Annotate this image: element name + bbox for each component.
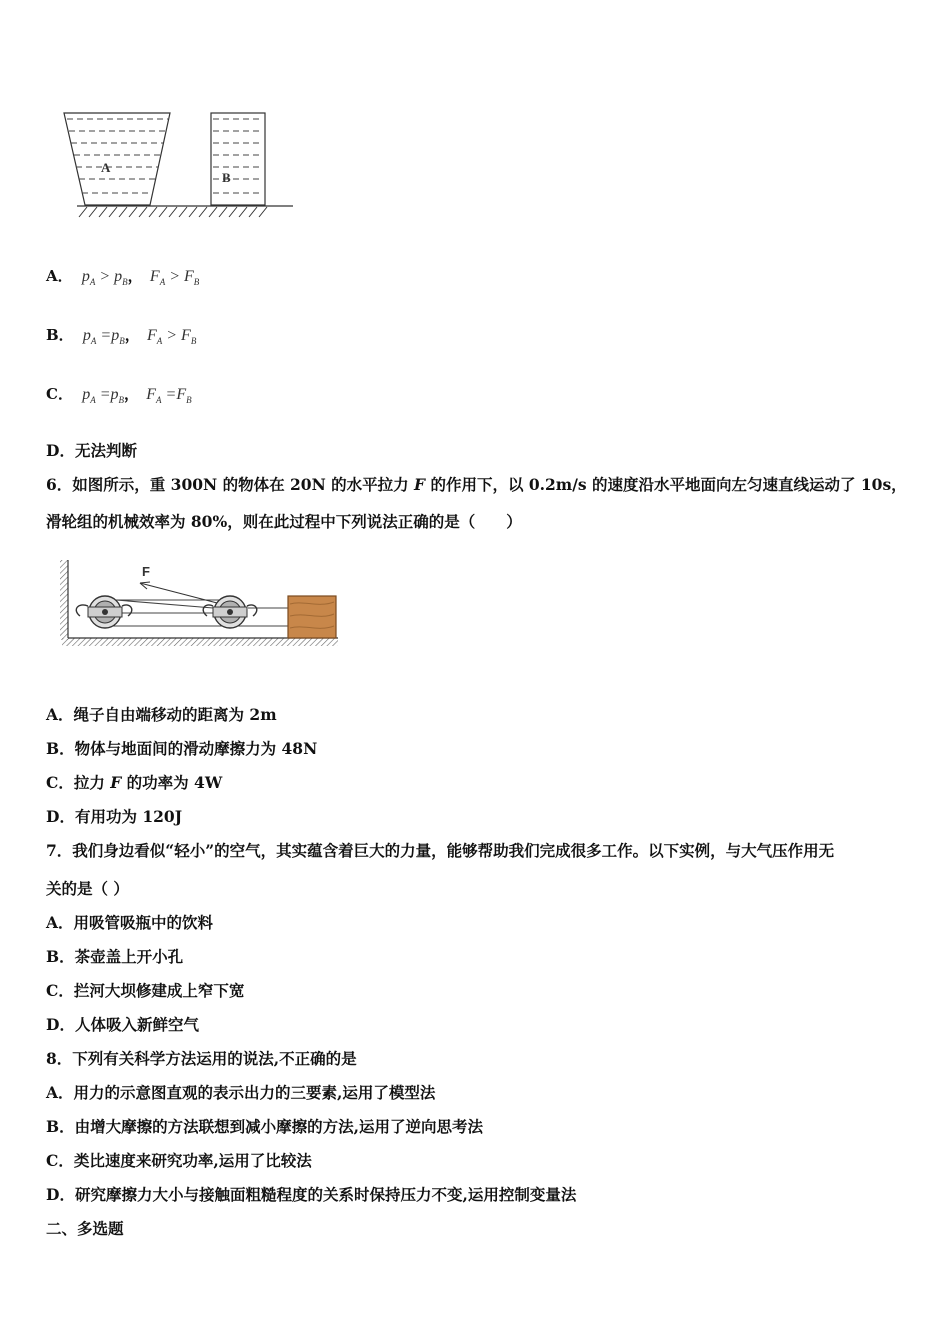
q6-option-b: B．物体与地面间的滑动摩擦力为 48N xyxy=(46,739,318,758)
q5-option-d: D．无法判断 xyxy=(46,441,137,460)
q7-stem-line1: 7．我们身边看似“轻小”的空气，其实蕴含着巨大的力量，能够帮助我们完成很多工作。以下实例，与大气压作用无 xyxy=(46,841,835,860)
section-title: 二、多选题 xyxy=(46,1219,124,1238)
container-a-label: A xyxy=(101,160,111,175)
q8-option-b: B．由增大摩擦的方法联想到减小摩擦的方法,运用了逆向思考法 xyxy=(46,1117,483,1136)
q8-stem: 8．下列有关科学方法运用的说法,不正确的是 xyxy=(46,1049,357,1068)
q7-option-b: B．茶壶盖上开小孔 xyxy=(46,947,184,966)
q5-a-force: $F_A > F_B$ xyxy=(149,268,200,288)
q6-option-d: D．有用功为 120J xyxy=(46,807,183,826)
q7-option-d: D．人体吸入新鲜空气 xyxy=(46,1015,199,1034)
container-b-label: B xyxy=(222,170,231,185)
pulley-figure xyxy=(58,558,343,650)
movable-pulley xyxy=(203,596,257,628)
q8-option-a: A．用力的示意图直观的表示出力的三要素,运用了模型法 xyxy=(46,1083,436,1102)
q6-stem-line1: 6．如图所示，重 300N 的物体在 20N 的水平拉力 F 的作用下，以 0.2m/s 的速度沿水平地面向左匀速直线运动了 10s， xyxy=(46,475,907,494)
q8-option-c: C．类比速度来研究功率,运用了比较法 xyxy=(46,1151,312,1170)
q5-b-force: $F_A > F_B$ xyxy=(146,327,197,347)
q5-b-pressure: $p_A =p_B$ xyxy=(82,327,125,347)
q7-option-a: A．用吸管吸瓶中的饮料 xyxy=(46,913,214,932)
q5-a-pressure: $p_A > p_B$ xyxy=(81,268,128,288)
wooden-block xyxy=(288,596,336,638)
q6-stem-line2: 滑轮组的机械效率为 80%，则在此过程中下列说法正确的是（ ） xyxy=(46,512,522,531)
force-label-f: F xyxy=(142,564,150,579)
containers-figure xyxy=(55,105,300,220)
q5-option-b: B． $p_A =p_B$， $F_A > F_B$ xyxy=(46,326,197,347)
q5-option-c: C． $p_A =p_B$， $F_A =F_B$ xyxy=(46,385,192,406)
q7-option-c: C．拦河大坝修建成上窄下宽 xyxy=(46,981,245,1000)
q6-option-a: A．绳子自由端移动的距离为 2m xyxy=(46,705,277,724)
q5-option-a: A． $p_A > p_B$， $F_A > F_B$ xyxy=(46,267,200,288)
q6-option-c: C．拉力 F 的功率为 4W xyxy=(46,773,223,792)
q8-option-d: D．研究摩擦力大小与接触面粗糙程度的关系时保持压力不变,运用控制变量法 xyxy=(46,1185,577,1204)
q5-c-force: $F_A =F_B$ xyxy=(146,386,192,406)
q7-stem-line2: 关的是（ ） xyxy=(46,879,129,898)
q5-c-pressure: $p_A =p_B$ xyxy=(82,386,124,406)
